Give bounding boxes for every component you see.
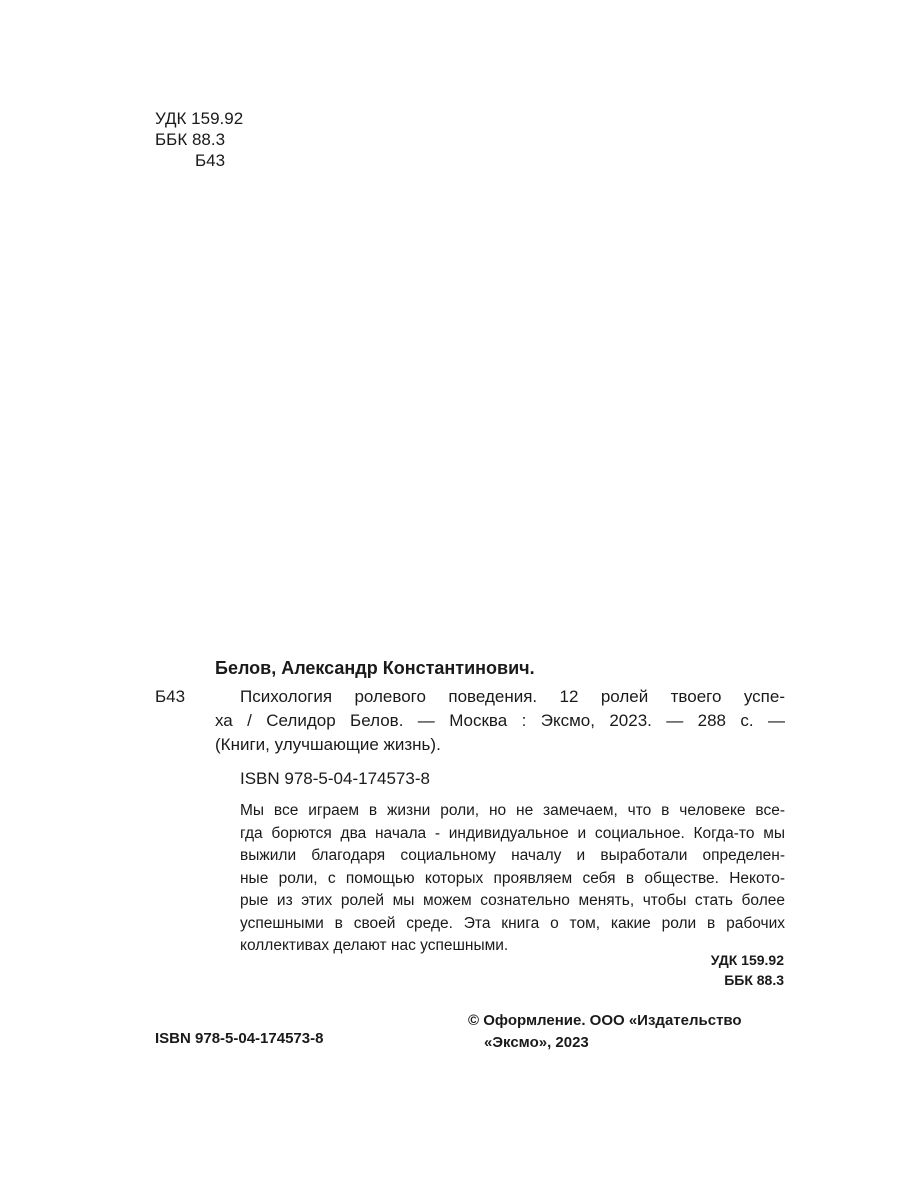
biblio-line: Психология ролевого поведения. 12 ролей твоего успе- [240, 687, 785, 706]
copyright-notice [468, 1010, 742, 1054]
isbn-footer: ISBN 978-5-04-174573-8 [155, 1030, 324, 1047]
author-heading: Белов, Александр Константинович. [215, 658, 535, 678]
author-mark: Б43 [195, 151, 226, 170]
biblio-line: (Книги, улучшающие жизнь). [215, 735, 441, 754]
bibliographic-description [215, 685, 785, 757]
annotation-line: рые из этих ролей мы можем сознательно менять, чтобы стать более [240, 892, 785, 909]
annotation-line: коллективах делают нас успешными. [240, 937, 509, 954]
copyright-line: «Эксмо», 2023 [484, 1034, 589, 1051]
bbk-code: ББК 88.3 [155, 130, 226, 149]
udk-code-bottom: УДК 159.92 [710, 952, 784, 968]
annotation-line: гда борются два начала - индивидуальное и социальное. Когда-то мы [240, 824, 785, 842]
copyright-line: © Оформление. ООО «Издательство [468, 1012, 742, 1029]
annotation-line: ные роли, с помощью которых проявляем себя в обществе. Некото- [240, 869, 785, 887]
annotation-line: выжили благодаря социальному началу и выработали определен- [240, 847, 785, 864]
side-author-mark: Б43 [155, 687, 186, 706]
annotation-line: Мы все играем в жизни роли, но не замечаем, что в человеке все- [240, 802, 785, 819]
annotation [240, 800, 785, 958]
isbn-line: ISBN 978-5-04-174573-8 [240, 769, 430, 788]
top-classification-codes [155, 108, 243, 171]
biblio-line: ха / Селидор Белов. — Москва : Эксмо, 2023. — 288 с. — [215, 711, 785, 730]
bottom-classification-codes [711, 950, 784, 990]
udk-code: УДК 159.92 [155, 109, 244, 128]
annotation-line: успешными в своей среде. Эта книга о том, какие роли в рабочих [240, 914, 785, 932]
bbk-code-bottom: ББК 88.3 [724, 972, 784, 988]
